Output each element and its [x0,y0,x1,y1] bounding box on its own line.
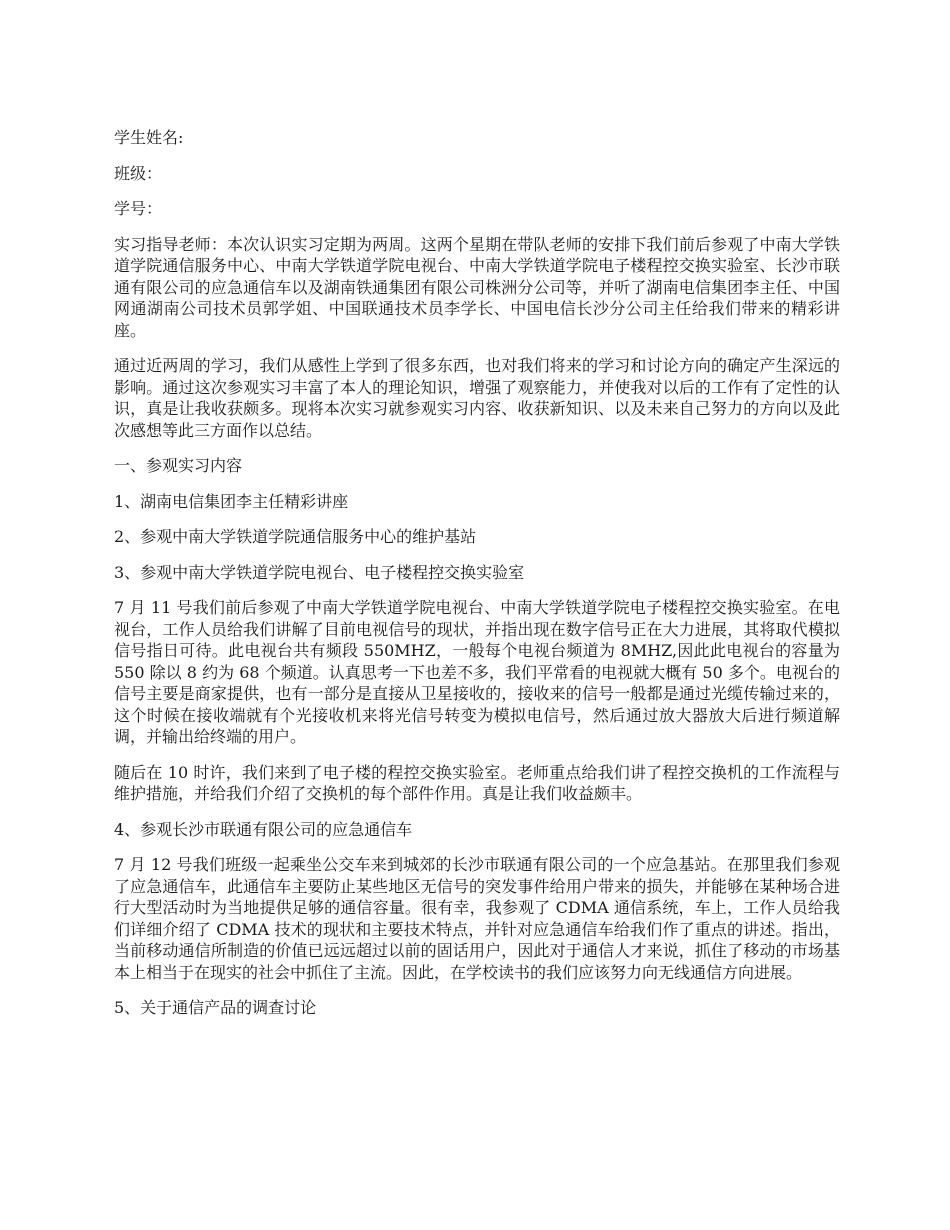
list-item: 2、参观中南大学铁道学院通信服务中心的维护基站 [114,527,477,546]
student-name-line: 学生姓名: [114,128,184,147]
list-item: 4、参观长沙市联通有限公司的应急通信车 [114,819,413,839]
body-paragraph: 7 月 11 号我们前后参观了中南大学铁道学院电视台、中南大学铁道学院电子楼程控交换实验室。在电视台，工作人员给我们讲解了目前电视信号的现状，并指出现在数字信号正在大力进展，其将取代模拟信号指日可待。此电视台共有频段 550MHZ，一般每个电视台频道为 8MHZ,因此此电视台的容量为 550 除以 8 约为 68 个频道。认真思考一下也差不多，我们平常看的电视就大概有 50 多个。电视台的信号主要是商家提供，也有一部分是直接从卫星接收的，接收来的信号一般都是通过光缆传输过来的，这个时候在接收端就有个光接收机来将光信号转变为模拟电信号，然后通过放大器放大后进行频道解调，并输出给终端的用户。 [114,598,840,746]
summary-paragraph: 通过近两周的学习，我们从感性上学到了很多东西，也对我们将来的学习和讨论方向的确定产生深远的影响。通过这次参观实习丰富了本人的理论知识，增强了观察能力，并使我对以后的工作有了定性的认识，真是让我收获颇多。现将本次实习就参观实习内容、收获新知识、以及未来自己努力的方向以及此次感想等此三方面作以总结。 [114,356,840,440]
list-item: 3、参观中南大学铁道学院电视台、电子楼程控交换实验室 [114,562,525,582]
class-line: 班级： [114,163,163,183]
list-item: 5、关于通信产品的调查讨论 [114,998,317,1017]
section-heading: 一、参观实习内容 [114,456,243,475]
document-page [114,127,840,1033]
body-paragraph: 7 月 12 号我们班级一起乘坐公交车来到城郊的长沙市联通有限公司的一个应急基站。在那里我们参观了应急通信车，此通信车主要防止某些地区无信号的突发事件给用户带来的损失，并能够在某种场合进行大型活动时为当地提供足够的通信容量。很有幸，我参观了 CDMA 通信系统，车上，工作人员给我们详细介绍了 CDMA 技术的现状和主要技术特点，并针对应急通信车给我们作了重点的讲述。指出，当前移动通信所制造的价值已远远超过以前的固话用户，因此对于通信人才来说，抓住了移动的市场基本上相当于在现实的社会中抓住了主流。因此，在学校读书的我们应该努力向无线通信方向进展。 [114,855,840,982]
list-item: 1、湖南电信集团李主任精彩讲座 [114,491,349,511]
student-id-line: 学号： [114,199,163,218]
body-paragraph: 随后在 10 时许，我们来到了电子楼的程控交换实验室。老师重点给我们讲了程控交换机的工作流程与维护措施，并给我们介绍了交换机的每个部件作用。真是让我们收益颇丰。 [114,762,840,803]
intro-paragraph: 实习指导老师：本次认识实习定期为两周。这两个星期在带队老师的安排下我们前后参观了中南大学铁道学院通信服务中心、中南大学铁道学院电视台、中南大学铁道学院电子楼程控交换实验室、长沙市联通有限公司的应急通信车以及湖南铁通集团有限公司株洲分公司等，并听了湖南电信集团李主任、中国网通湖南公司技术员郭学姐、中国联通技术员李学长、中国电信长沙分公司主任给我们带来的精彩讲座。 [114,234,840,340]
